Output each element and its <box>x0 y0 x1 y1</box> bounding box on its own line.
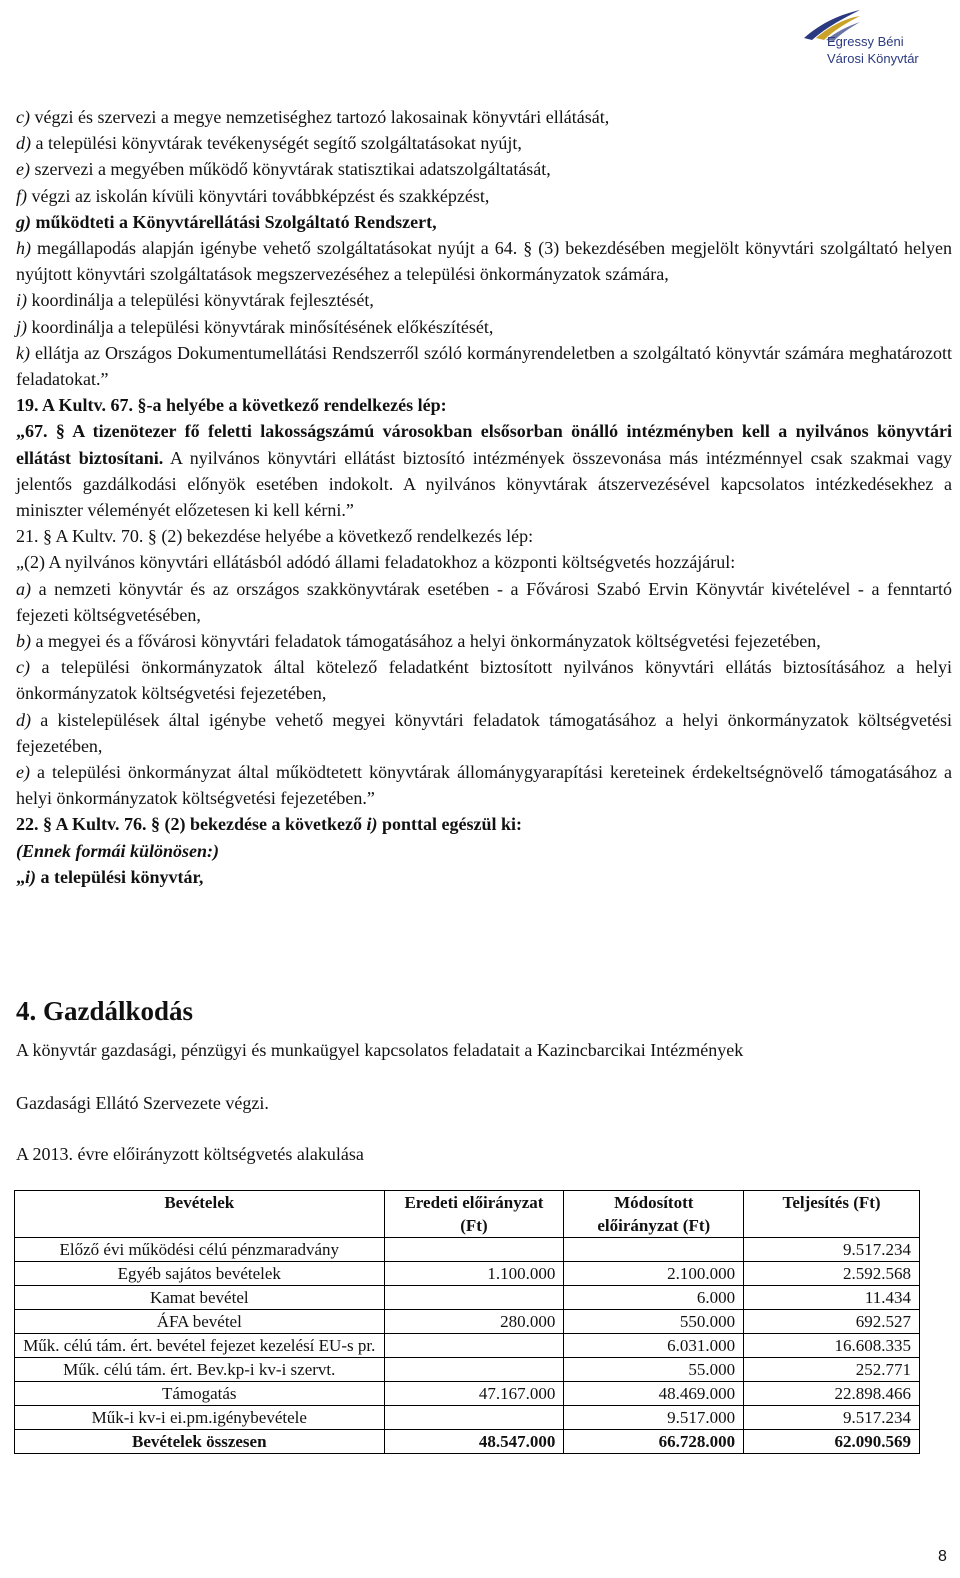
table-row <box>15 1238 920 1262</box>
logo-line-1: Egressy Béni <box>827 34 904 49</box>
section-21-heading: 21. § A Kultv. 70. § (2) bekezdése helyébe a következő rendelkezés lép: <box>16 526 534 547</box>
table-row <box>15 1286 920 1310</box>
table-row <box>15 1358 920 1382</box>
cell-modified: 48.469.000 <box>564 1382 744 1406</box>
cell-modified: 550.000 <box>564 1310 744 1334</box>
row-label: Műk. célú tám. ért. Bev.kp-i kv-i szervt. <box>15 1358 385 1382</box>
list-item: c) a települési önkormányzatok által kötelező feladatként biztosított nyilvános könyvtári ellátás biztosításához a helyi önkormányzatok költségvetési fejezetében, <box>16 657 952 704</box>
list-item-h: h) megállapodás alapján igénybe vehető szolgáltatásokat nyújt a 64. § (3) bekezdésében megjelölt könyvtári szolgáltató helyen nyújtott könyvtári szolgáltatások megszervezéséhez a települési önkormányzatok számára, <box>16 238 953 285</box>
cell-actual: 22.898.466 <box>744 1382 920 1406</box>
list-item: a) a nemzeti könyvtár és az országos szakkönyvtárak esetében - a Fővárosi Szabó Ervin Könyvtár kivételével - a fenntartó fejezeti költségvetésében, <box>16 578 952 625</box>
budget-table <box>14 1190 920 1454</box>
cell-actual: 11.434 <box>744 1286 920 1310</box>
section-22-item: „i) a települési könyvtár, <box>16 866 204 887</box>
cell-modified: 6.000 <box>564 1286 744 1310</box>
row-label: Egyéb sajátos bevételek <box>15 1262 385 1286</box>
table-row <box>15 1382 920 1406</box>
cell-original <box>384 1406 564 1430</box>
section-22-note: (Ennek formái különösen:) <box>16 840 220 861</box>
cell-modified: 66.728.000 <box>564 1430 744 1454</box>
table-row <box>15 1334 920 1358</box>
cell-modified: 2.100.000 <box>564 1262 744 1286</box>
cell-actual: 692.527 <box>744 1310 920 1334</box>
cell-original: 1.100.000 <box>384 1262 564 1286</box>
column-header: Módosított előirányzat (Ft) <box>564 1191 744 1238</box>
list-item: f) végzi az iskolán kívüli könyvtári továbbképzést és szakképzést, <box>16 185 490 206</box>
list-item: e) szervezi a megyében működő könyvtárak statisztikai adatszolgáltatását, <box>16 159 551 180</box>
row-label: Műk. célú tám. ért. bevétel fejezet kezelésí EU-s pr. <box>15 1334 385 1358</box>
list-item: e) a települési önkormányzat által működtetett könyvtárak állománygyarapítási kereteinek érdekeltségnövelő támogatásához a helyi önkormányzatok költségvetési fejezetében.” <box>16 762 952 809</box>
cell-original <box>384 1286 564 1310</box>
row-label: Támogatás <box>15 1382 385 1406</box>
cell-modified <box>564 1238 744 1262</box>
column-header: Bevételek <box>15 1191 385 1238</box>
section-67-paragraph: „67. § A tizenötezer fő feletti lakosságszámú városokban elsősorban önálló intézményben kell a nyilvános könyvtári ellátást biztosítani. A nyilvános könyvtári ellátást biztosító intézmények összevonása más intézménnyel csak szakmai vagy jelentős gazdálkodási előnyök esetében indokolt. A nyilvános könyvtárak átszervezésével kapcsolatos intézkedésekhez a miniszter véleményét előzetesen ki kell kérni.” <box>16 421 953 521</box>
cell-actual: 9.517.234 <box>744 1238 920 1262</box>
row-label: Műk-i kv-i ei.pm.igénybevétele <box>15 1406 385 1430</box>
list-item: b) a megyei és a fővárosi könyvtári feladatok támogatásához a helyi önkormányzatok költségvetési fejezetében, <box>16 631 821 652</box>
cell-actual: 252.771 <box>744 1358 920 1382</box>
table-row <box>15 1406 920 1430</box>
list-item-j: j) koordinálja a települési könyvtárak minősítésének előkészítését, <box>16 316 494 337</box>
section-paragraph: A 2013. évre előirányzott költségvetés alakulása <box>16 1144 364 1164</box>
table-row <box>15 1262 920 1286</box>
cell-original <box>384 1358 564 1382</box>
cell-original: 280.000 <box>384 1310 564 1334</box>
cell-actual: 2.592.568 <box>744 1262 920 1286</box>
cell-modified: 6.031.000 <box>564 1334 744 1358</box>
cell-original: 48.547.000 <box>384 1430 564 1454</box>
column-header: Eredeti előirányzat (Ft) <box>384 1191 564 1238</box>
cell-modified: 9.517.000 <box>564 1406 744 1430</box>
section-19-heading: 19. A Kultv. 67. §-a helyébe a következő rendelkezés lép: <box>16 395 447 416</box>
row-label: Kamat bevétel <box>15 1286 385 1310</box>
table-header-row <box>15 1191 920 1238</box>
cell-actual: 62.090.569 <box>744 1430 920 1454</box>
cell-modified: 55.000 <box>564 1358 744 1382</box>
list-item: d) a kistelepülések által igénybe vehető megyei könyvtári feladatok támogatásához a helyi önkormányzatok költségvetési fejezetében, <box>16 709 953 756</box>
list-item-k: k) ellátja az Országos Dokumentumellátási Rendszerről szóló kormányrendeletben a szolgáltató könyvtár számára meghatározott feladatokat.” <box>16 342 952 390</box>
cell-original <box>384 1334 564 1358</box>
section-title: 4. Gazdálkodás <box>16 996 194 1026</box>
cell-actual: 16.608.335 <box>744 1334 920 1358</box>
logo-line-2: Városi Könyvtár <box>827 51 919 66</box>
list-item: d) a települési könyvtárak tevékenységét segítő szolgáltatásokat nyújt, <box>16 133 522 154</box>
section-21-intro: „(2) A nyilvános könyvtári ellátásból adódó állami feladatokhoz a központi költségvetés hozzájárul: <box>16 552 736 573</box>
column-header: Teljesítés (Ft) <box>744 1191 920 1238</box>
cell-actual: 9.517.234 <box>744 1406 920 1430</box>
table-total-row <box>15 1430 920 1454</box>
cell-original: 47.167.000 <box>384 1382 564 1406</box>
document-body <box>16 104 952 890</box>
table-row <box>15 1310 920 1334</box>
list-item-bold: g) működteti a Könyvtárellátási Szolgáltató Rendszert, <box>16 211 437 232</box>
row-label: Előző évi működési célú pénzmaradvány <box>15 1238 385 1262</box>
cell-original <box>384 1238 564 1262</box>
page-number: 8 <box>938 1548 947 1565</box>
list-item-i: i) koordinálja a települési könyvtárak fejlesztését, <box>16 290 374 311</box>
library-logo <box>792 8 952 74</box>
row-label: ÁFA bevétel <box>15 1310 385 1334</box>
row-label: Bevételek összesen <box>15 1430 385 1454</box>
list-item: c) végzi és szervezi a megye nemzetiséghez tartozó lakosainak könyvtári ellátását, <box>16 107 610 127</box>
section-paragraph: Gazdasági Ellátó Szervezete végzi. <box>16 1093 269 1113</box>
section-paragraph: A könyvtár gazdasági, pénzügyi és munkaügyel kapcsolatos feladatait a Kazincbarcikai Intézmények <box>16 1040 744 1060</box>
section-22-heading: 22. § A Kultv. 76. § (2) bekezdése a következő i) ponttal egészül ki: <box>16 814 522 835</box>
